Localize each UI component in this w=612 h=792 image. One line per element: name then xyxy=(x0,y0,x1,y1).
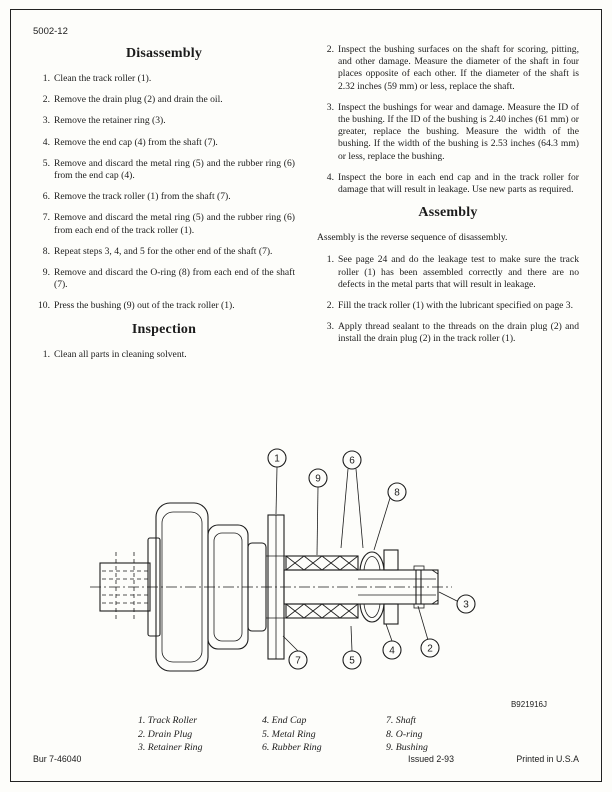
page-number: 5002-12 xyxy=(33,26,68,37)
svg-text:7: 7 xyxy=(295,655,301,667)
page-footer xyxy=(33,754,579,768)
item-text: Remove and discard the metal ring (5) and the rubber ring (6) from each end of the track roller (1). xyxy=(54,212,295,236)
list-item xyxy=(33,158,295,182)
legend-entry: 9. Bushing xyxy=(386,742,428,753)
item-text: Remove and discard the O-ring (8) from each end of the shaft (7). xyxy=(54,267,295,291)
footer-issue-date: Issued 2-93 xyxy=(408,754,454,764)
list-item xyxy=(317,172,579,196)
callout-8 xyxy=(388,483,406,501)
inspection-title: Inspection xyxy=(131,321,197,337)
item-text: See page 24 and do the leakage test to make sure the track roller (1) has been assembled correctly and there are no defects in the metal parts that will result in leakage. xyxy=(338,254,579,290)
item-text: Apply thread sealant to the threads on the drain plug (2) and install the drain plug (2) in the track roller (1). xyxy=(338,321,579,345)
list-item xyxy=(33,73,295,85)
item-text: Inspect the bore in each end cap and in the track roller for damage that will result in leakage. Use new parts as required. xyxy=(338,171,579,196)
item-number: 7. xyxy=(42,212,50,224)
item-number: 4. xyxy=(42,136,50,148)
legend-entry: 6. Rubber Ring xyxy=(262,742,322,753)
footer-publication-code: Bur 7-46040 xyxy=(33,754,82,764)
figure-code: B921916J xyxy=(510,700,547,709)
callout-leader-lines xyxy=(276,467,457,651)
legend-entry: 8. O-ring xyxy=(386,728,423,740)
legend-entry: 5. Metal Ring xyxy=(262,728,316,740)
svg-text:8: 8 xyxy=(394,487,400,499)
item-text: Remove the drain plug (2) and drain the oil. xyxy=(54,94,223,106)
item-number: 3. xyxy=(42,115,50,127)
legend-column xyxy=(386,714,478,755)
list-item xyxy=(33,94,295,106)
legend-entry: 3. Retainer Ring xyxy=(138,742,203,753)
svg-text:5: 5 xyxy=(349,655,355,667)
legend-column xyxy=(262,714,354,755)
item-text: Remove and discard the metal ring (5) and the rubber ring (6) from the end cap (4). xyxy=(54,157,295,182)
list-item xyxy=(317,254,579,291)
svg-text:3: 3 xyxy=(463,599,469,611)
svg-text:2: 2 xyxy=(427,643,433,655)
footer-printed-note: Printed in U.S.A xyxy=(516,754,579,764)
svg-text:4: 4 xyxy=(389,645,395,657)
item-number: 4. xyxy=(326,171,334,183)
item-text: Inspect the bushing surfaces on the shaft for scoring, pitting, and other damage. Measure the diameter of the shaft in four places opposite of each other. If the diameter of the shaft is 2.32 inches (59 mm) or less, replace the shaft. xyxy=(338,44,579,92)
disassembly-title: Disassembly xyxy=(125,46,203,61)
item-text: Remove the track roller (1) from the shaft (7). xyxy=(54,191,231,203)
item-number: 3. xyxy=(326,321,334,333)
list-item xyxy=(33,212,295,236)
item-text: Remove the retainer ring (3). xyxy=(54,115,166,127)
callout-2 xyxy=(421,639,439,657)
list-item xyxy=(317,300,579,312)
right-column xyxy=(317,44,579,442)
item-text: Remove the end cap (4) from the shaft (7). xyxy=(54,136,218,148)
parts-legend xyxy=(138,714,478,755)
item-number: 6. xyxy=(42,191,50,203)
svg-text:6: 6 xyxy=(349,455,355,467)
callout-9 xyxy=(309,469,327,487)
item-number: 1. xyxy=(42,348,50,360)
item-number: 3. xyxy=(326,101,334,113)
list-item xyxy=(33,300,295,312)
item-number: 10. xyxy=(38,300,50,312)
list-item xyxy=(33,191,295,203)
legend-entry: 4. End Cap xyxy=(262,715,307,726)
item-number: 5. xyxy=(42,157,50,169)
callout-5 xyxy=(343,651,361,669)
item-text: Repeat steps 3, 4, and 5 for the other end of the shaft (7). xyxy=(54,245,273,257)
list-item xyxy=(33,137,295,149)
legend-column xyxy=(138,714,230,755)
callout-6 xyxy=(343,451,361,469)
item-number: 2. xyxy=(326,44,334,55)
item-number: 1. xyxy=(326,254,334,266)
list-item xyxy=(33,267,295,291)
legend-entry: 2. Drain Plug xyxy=(138,728,193,740)
list-item xyxy=(33,246,295,258)
text-columns xyxy=(33,44,579,442)
item-number: 2. xyxy=(326,300,334,312)
item-text: Clean all parts in cleaning solvent. xyxy=(54,348,187,360)
svg-text:1: 1 xyxy=(274,453,280,465)
track-roller-diagram xyxy=(0,438,612,710)
assembly-title: Assembly xyxy=(418,205,478,221)
item-text: Fill the track roller (1) with the lubricant specified on page 3. xyxy=(338,300,573,312)
left-column xyxy=(33,44,295,442)
list-item xyxy=(33,349,295,361)
figure-area xyxy=(0,438,612,710)
list-item xyxy=(317,102,579,163)
item-number: 9. xyxy=(42,267,50,279)
list-item xyxy=(317,321,579,345)
item-number: 8. xyxy=(42,245,50,257)
item-number: 1. xyxy=(42,73,50,84)
item-number: 2. xyxy=(42,94,50,106)
list-item xyxy=(33,115,295,127)
legend-entry: 1. Track Roller xyxy=(138,715,198,726)
item-text: Inspect the bushings for wear and damage. Measure the ID of the bushing. If the ID of the bushing is 2.40 inches (61 mm) or greater, replace the bushing. Measure the width of the bushing. If the width of the bushing is 2.53 inches (64.3 mm) or less, replace the bushing. xyxy=(338,101,579,162)
callout-4 xyxy=(383,641,401,659)
assembly-intro: Assembly is the reverse sequence of disassembly. xyxy=(317,232,508,244)
callout-1 xyxy=(268,449,286,467)
item-text: Clean the track roller (1). xyxy=(54,73,152,84)
legend-entry: 7. Shaft xyxy=(386,715,416,726)
callout-7 xyxy=(289,651,307,669)
svg-text:9: 9 xyxy=(315,473,321,485)
callout-3 xyxy=(457,595,475,613)
item-text: Press the bushing (9) out of the track roller (1). xyxy=(54,300,235,312)
list-item xyxy=(317,44,579,93)
